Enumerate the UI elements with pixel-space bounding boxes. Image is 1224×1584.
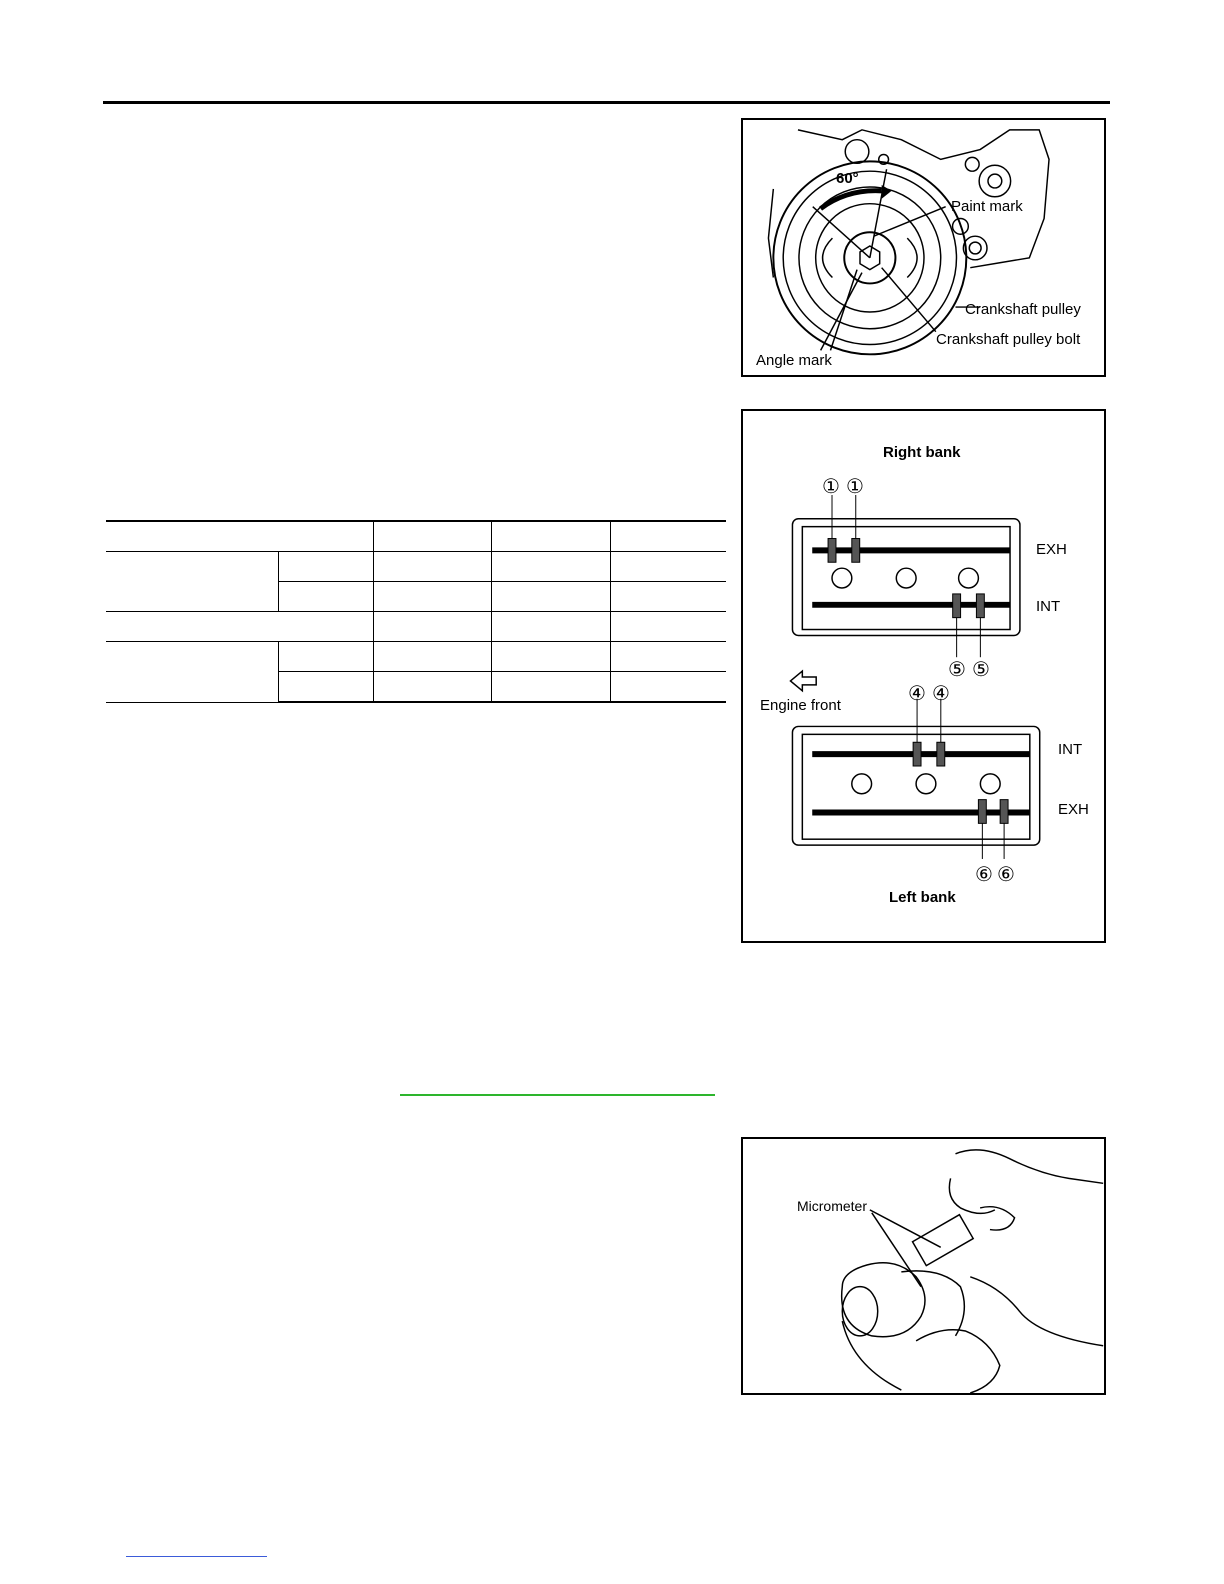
callout-5a: ⑤ (948, 659, 966, 681)
crankshaft-pulley-bolt-label: Crankshaft pulley bolt (936, 331, 1081, 348)
callout-6b: ⑥ (997, 864, 1015, 886)
int-right-label: INT (1036, 598, 1061, 615)
spec-table (106, 520, 726, 703)
angle-60-label: 60° (836, 170, 859, 187)
header-rule (103, 101, 1110, 104)
table-row (106, 552, 726, 582)
link-underline[interactable] (400, 1094, 715, 1096)
callout-6a: ⑥ (975, 864, 993, 886)
int-left-label: INT (1058, 741, 1083, 758)
crankshaft-pulley-label: Crankshaft pulley (965, 301, 1081, 318)
cylinder-head-banks-drawing (743, 411, 1104, 941)
callout-1a: ① (822, 476, 840, 498)
micrometer-label: Micrometer (797, 1198, 868, 1214)
exh-right-label: EXH (1036, 541, 1067, 558)
callout-1b: ① (846, 476, 864, 498)
callout-4a: ④ (908, 683, 926, 705)
left-bank-label: Left bank (889, 889, 956, 906)
exh-left-label: EXH (1058, 801, 1089, 818)
paint-mark-label: Paint mark (951, 198, 1023, 215)
micrometer-figure (741, 1137, 1106, 1395)
table-row (106, 612, 726, 642)
micrometer-drawing (743, 1139, 1104, 1393)
table-header-row (106, 521, 726, 552)
angle-mark-label: Angle mark (756, 352, 832, 369)
callout-5b: ⑤ (972, 659, 990, 681)
callout-4b: ④ (932, 683, 950, 705)
footer-link-underline[interactable] (126, 1556, 267, 1557)
engine-front-label: Engine front (760, 697, 841, 714)
right-bank-label: Right bank (883, 444, 961, 461)
cylinder-head-banks-figure (741, 409, 1106, 943)
crankshaft-pulley-figure (741, 118, 1106, 377)
table-row (106, 642, 726, 672)
